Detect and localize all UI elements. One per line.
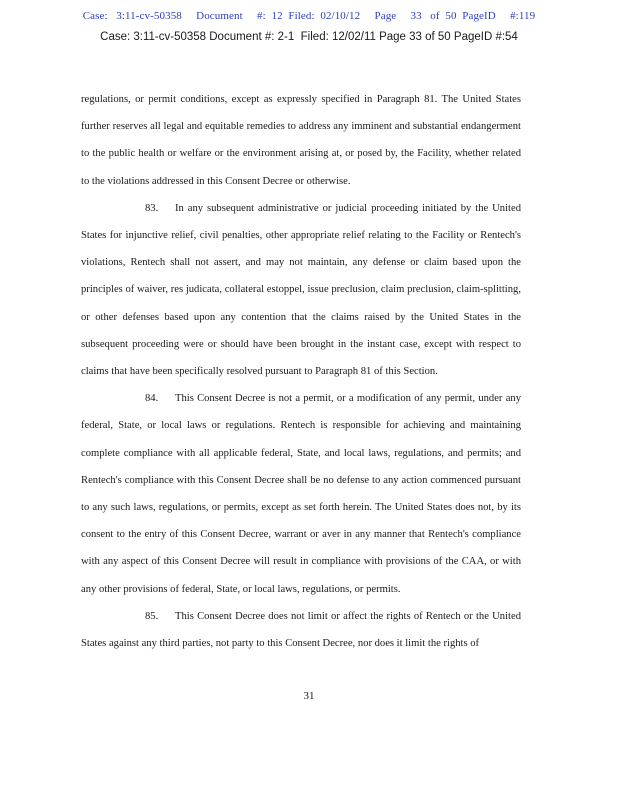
page-number: 31 [303, 690, 315, 702]
court-filing-stamp: Case: 3:11-cv-50358 Document #: 12 Filed: 02/10/12 Page 33 of 50 PageID #:119 [82, 10, 536, 22]
paragraph-number: 83. [145, 202, 159, 214]
paragraph-number: 85. [145, 610, 159, 622]
paragraph-text: In any subsequent administrative or judicial proceeding initiated by the United States for injunctive relief, civil penalties, other appropriate relief relating to the Facility or Rentech's violations, Rentech shall not assert, and may not maintain, any defense or claim based upon the principles of waiver, res judicata, collateral estoppel, issue preclusion, claim preclusion, claim-splitting, or other defenses based upon any contention that the claims raised by the United States in the subsequent proceeding were or should have been brought in the instant case, except with respect to claims that have been specifically resolved pursuant to Paragraph 81 of this Section. [81, 202, 521, 378]
paragraph-85 [81, 603, 521, 657]
original-filing-stamp: Case: 3:11-cv-50358 Document #: 2-1 Filed: 12/02/11 Page 33 of 50 PageID #:54 [100, 31, 518, 43]
paragraph-84 [81, 385, 521, 603]
paragraph-text: This Consent Decree does not limit or affect the rights of Rentech or the United States against any third parties, not party to this Consent Decree, nor does it limit the rights of [81, 610, 521, 650]
paragraph-83 [81, 195, 521, 385]
paragraph-text: This Consent Decree is not a permit, or a modification of any permit, under any federal, State, or local laws or regulations. Rentech is responsible for achieving and maintaining complete compliance with all applicable federal, State, and local laws, regulations, and permits; and Rentech's compliance with this Consent Decree shall be no defense to any action commenced pursuant to any such laws, regulations, or permits, except as set forth herein. The United States does not, by its consent to the entry of this Consent Decree, warrant or aver in any manner that Rentech's compliance with any aspect of this Consent Decree will result in compliance with provisions of the CAA, or with any other provisions of federal, State, or local laws, regulations, or permits. [81, 393, 521, 595]
continued-paragraph: regulations, or permit conditions, except as expressly specified in Paragraph 81. The United States further reserves all legal and equitable remedies to address any imminent and substantial endangerment to the public health or welfare or the environment arising at, or posed by, the Facility, whether related to the violations addressed in this Consent Decree or otherwise. [81, 94, 521, 187]
document-body [81, 86, 521, 657]
paragraph-number: 84. [145, 393, 159, 405]
